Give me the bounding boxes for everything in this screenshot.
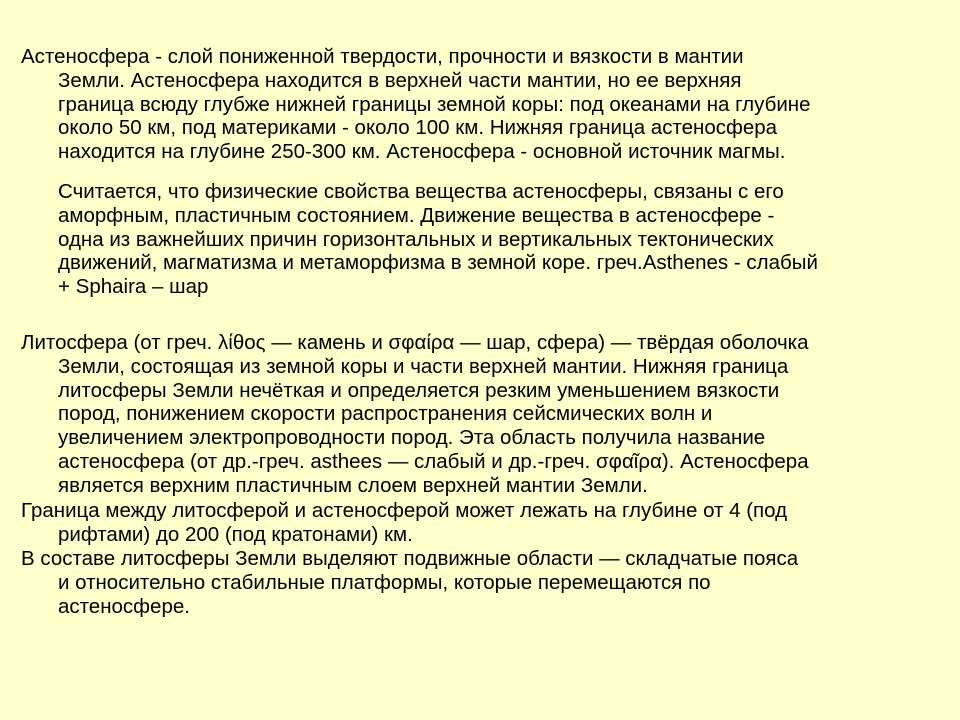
text-line: Земли. Астеносфера находится в верхней части мантии, но ее верхняя xyxy=(58,68,742,92)
text-line: пород, понижением скорости распространения сейсмических волн и xyxy=(58,402,713,426)
text-line: В составе литосферы Земли выделяют подвижные области — складчатые пояса xyxy=(21,547,799,570)
text-line: увеличением электропроводности пород. Эта область получила название xyxy=(58,426,766,450)
text-line: астеносфере. xyxy=(58,594,190,618)
text-line: является верхним пластичным слоем верхней мантии Земли. xyxy=(58,473,648,497)
text-line: около 50 км, под материками - около 100 км. Нижняя граница астеносфера xyxy=(58,116,778,140)
paragraph-asthenosphere-properties xyxy=(58,180,818,299)
text-line: и относительно стабильные платформы, которые перемещаются по xyxy=(58,570,711,594)
text-line: Астеносфера - слой пониженной твердости, прочности и вязкости в мантии xyxy=(21,45,744,68)
text-line: рифтами) до 200 (под кратонами) км. xyxy=(58,522,413,546)
text-line: + Sphaira – шар xyxy=(58,275,209,299)
text-line: Граница между литосферой и астеносферой может лежать на глубине от 4 (под xyxy=(21,499,788,522)
text-line: Считается, что физические свойства вещества астеносферы, связаны с его xyxy=(58,180,784,203)
text-line: аморфным, пластичным состоянием. Движение вещества в астеносфере - xyxy=(58,203,775,227)
text-line: Земли, состоящая из земной коры и части верхней мантии. Нижняя граница xyxy=(58,354,789,378)
text-line: граница всюду глубже нижней границы земной коры: под океанами на глубине xyxy=(58,92,811,116)
text-line: движений, магматизма и метаморфизма в земной коре. греч.Asthenes - слабый xyxy=(58,251,818,275)
paragraph-asthenosphere-definition xyxy=(21,45,811,164)
text-line: одна из важнейших причин горизонтальных и вертикальных тектонических xyxy=(58,227,774,251)
paragraph-lithosphere-boundary xyxy=(21,499,787,547)
text-line: литосферы Земли нечёткая и определяется резким уменьшением вязкости xyxy=(58,378,780,402)
text-line: астеносфера (от др.-греч. asthees — слабый и др.-греч. σφαῖρα). Астеносфера xyxy=(58,449,809,473)
text-line: находится на глубине 250-300 км. Астеносфера - основной источник магмы. xyxy=(58,140,786,164)
text-line: Литосфера (от греч. λίθος — камень и σφαίρα — шар, сфера) — твёрдая оболочка xyxy=(21,331,809,354)
paragraph-lithosphere-regions xyxy=(21,547,798,618)
paragraph-lithosphere-definition xyxy=(21,331,809,498)
